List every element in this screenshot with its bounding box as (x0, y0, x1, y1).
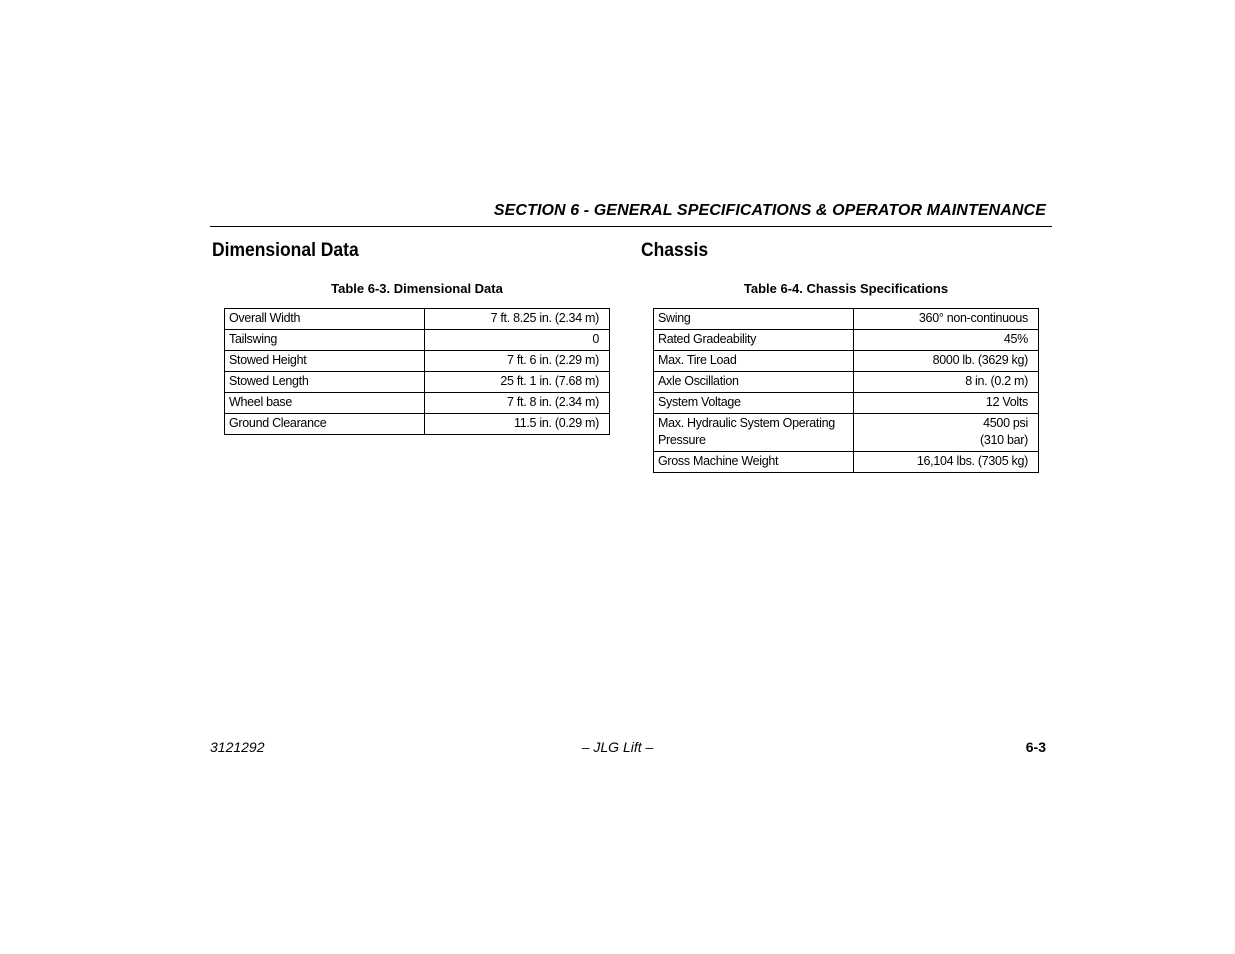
row-value: 16,104 lbs. (7305 kg) (854, 452, 1039, 473)
row-label: Rated Gradeability (654, 330, 854, 351)
row-value: 0 (425, 330, 610, 351)
row-label: System Voltage (654, 393, 854, 414)
row-label: Overall Width (225, 309, 425, 330)
table-row (654, 393, 1039, 414)
table-row (654, 372, 1039, 393)
row-label-line: Max. Hydraulic System Operating (658, 416, 835, 430)
table-row (225, 330, 610, 351)
table-row (654, 351, 1039, 372)
row-label: Swing (654, 309, 854, 330)
table-row (225, 309, 610, 330)
header-divider (210, 226, 1052, 227)
row-value: 7 ft. 8.25 in. (2.34 m) (425, 309, 610, 330)
row-label: Tailswing (225, 330, 425, 351)
row-label: Gross Machine Weight (654, 452, 854, 473)
row-value: 7 ft. 6 in. (2.29 m) (425, 351, 610, 372)
row-label-line: Pressure (658, 433, 706, 447)
table-row (654, 452, 1039, 473)
row-value: 45% (854, 330, 1039, 351)
row-label (654, 414, 854, 452)
footer-publisher: – JLG Lift – (581, 739, 654, 755)
row-value: 8000 lb. (3629 kg) (854, 351, 1039, 372)
footer-document-number: 3121292 (210, 739, 265, 755)
footer-page-number: 6-3 (1025, 739, 1046, 755)
row-label: Wheel base (225, 393, 425, 414)
dimensional-data-table (224, 308, 610, 435)
row-label: Ground Clearance (225, 414, 425, 435)
row-value-line: 4500 psi (983, 416, 1028, 430)
table-row (225, 351, 610, 372)
chassis-table-caption: Table 6-4. Chassis Specifications (743, 281, 949, 296)
table-row (654, 330, 1039, 351)
row-value: 11.5 in. (0.29 m) (425, 414, 610, 435)
chassis-specifications-table (653, 308, 1039, 473)
row-value: 360° non-continuous (854, 309, 1039, 330)
table-row (225, 393, 610, 414)
table-row (654, 414, 1039, 452)
dimensional-table-caption: Table 6-3. Dimensional Data (331, 281, 503, 296)
table-row (654, 309, 1039, 330)
row-value-line: (310 bar) (979, 433, 1028, 447)
row-label: Max. Tire Load (654, 351, 854, 372)
table-row (225, 372, 610, 393)
table-row (225, 414, 610, 435)
chassis-heading: Chassis (641, 240, 709, 261)
row-value (854, 414, 1039, 452)
row-value: 25 ft. 1 in. (7.68 m) (425, 372, 610, 393)
row-value: 12 Volts (854, 393, 1039, 414)
row-label: Axle Oscillation (654, 372, 854, 393)
row-value: 8 in. (0.2 m) (854, 372, 1039, 393)
row-label: Stowed Height (225, 351, 425, 372)
dimensional-data-heading: Dimensional Data (212, 240, 359, 261)
row-value: 7 ft. 8 in. (2.34 m) (425, 393, 610, 414)
row-label: Stowed Length (225, 372, 425, 393)
section-header-title: SECTION 6 - GENERAL SPECIFICATIONS & OPERATOR MAINTENANCE (493, 202, 1046, 219)
